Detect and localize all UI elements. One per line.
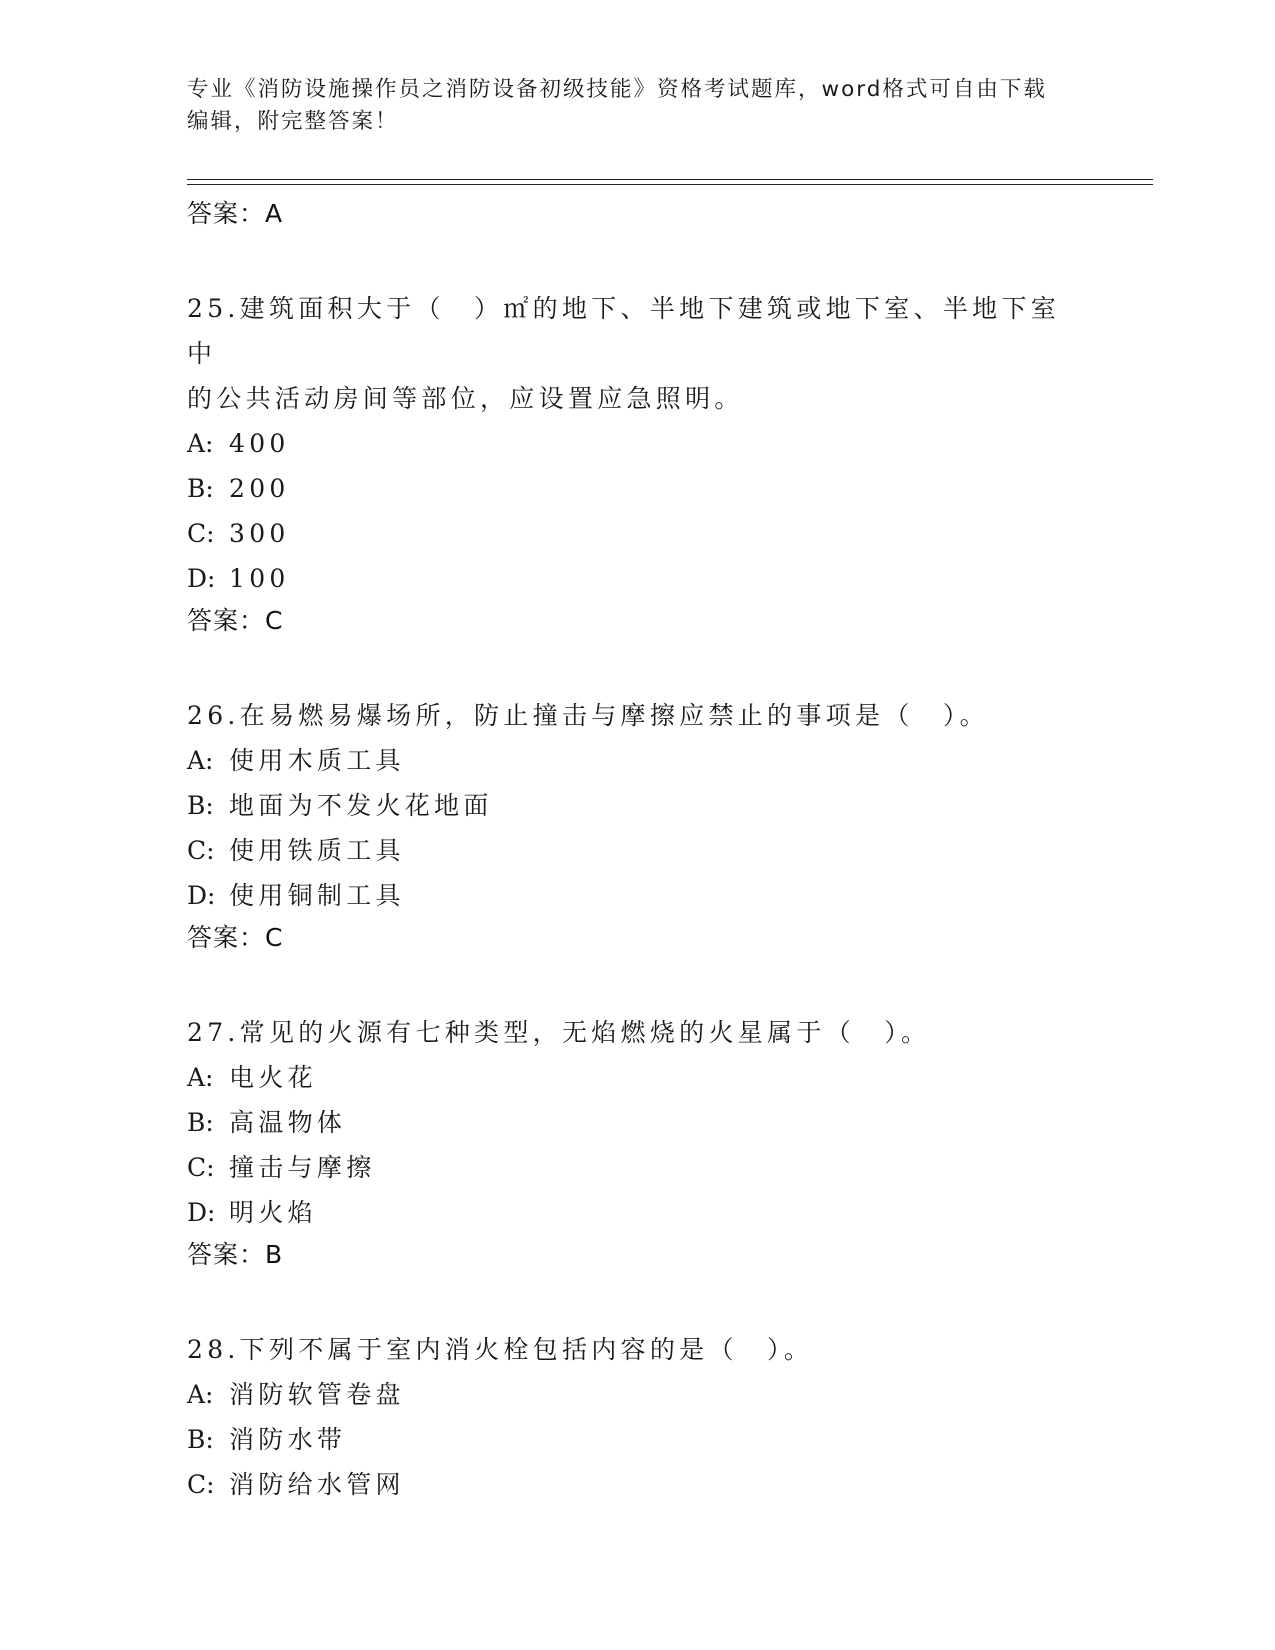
option-text: 撞击与摩擦 (229, 1153, 376, 1182)
question-block (187, 1010, 1087, 1275)
option-text: 使用铁质工具 (229, 836, 405, 865)
option-d (187, 556, 1087, 601)
question-list (187, 194, 1087, 1507)
option-text: 消防给水管网 (229, 1470, 405, 1499)
option-a (187, 738, 1087, 783)
answer-line: 答案：A (187, 199, 284, 228)
option-text: 消防水带 (229, 1425, 347, 1454)
option-letter: C: (187, 836, 215, 865)
option-letter: B: (187, 1425, 214, 1454)
option-text: 200 (229, 474, 290, 503)
option-c (187, 511, 1087, 556)
option-a (187, 1055, 1087, 1100)
option-letter: C: (187, 1470, 215, 1499)
option-letter: A: (187, 1063, 214, 1092)
option-text: 100 (229, 564, 290, 593)
option-letter: A: (187, 1380, 214, 1409)
option-letter: D: (187, 564, 216, 593)
option-d (187, 1190, 1087, 1235)
option-c (187, 828, 1087, 873)
question-stem: 26.在易燃易爆场所，防止撞击与摩擦应禁止的事项是（ ）。 (187, 701, 989, 730)
option-letter: C: (187, 1153, 215, 1182)
header-divider-top (187, 179, 1153, 180)
answer-line: 答案：C (187, 923, 284, 952)
option-letter: A: (187, 746, 214, 775)
option-letter: D: (187, 1198, 216, 1227)
option-c (187, 1462, 1087, 1507)
option-text: 电火花 (229, 1063, 317, 1092)
question-block (187, 693, 1087, 958)
option-c (187, 1145, 1087, 1190)
option-text: 消防软管卷盘 (229, 1380, 405, 1409)
option-text: 地面为不发火花地面 (229, 791, 493, 820)
question-stem: 25.建筑面积大于（ ）㎡的地下、半地下建筑或地下室、半地下室中 (187, 294, 1061, 368)
question-stem: 27.常见的火源有七种类型，无焰燃烧的火星属于（ ）。 (187, 1018, 931, 1047)
option-letter: D: (187, 881, 216, 910)
option-letter: A: (187, 429, 214, 458)
option-b (187, 783, 1087, 828)
header-divider-bottom (187, 184, 1153, 185)
option-text: 使用铜制工具 (229, 881, 405, 910)
answer-line: 答案：C (187, 606, 284, 635)
document-header: 专业《消防设施操作员之消防设备初级技能》资格考试题库，word格式可自由下载编辑，附完整答案！ (187, 77, 1047, 134)
option-text: 使用木质工具 (229, 746, 405, 775)
option-b (187, 1100, 1087, 1145)
option-text: 明火焰 (229, 1198, 317, 1227)
option-text: 高温物体 (229, 1108, 347, 1137)
option-letter: B: (187, 791, 214, 820)
option-letter: B: (187, 1108, 214, 1137)
option-text: 300 (229, 519, 290, 548)
answer-line: 答案：B (187, 1240, 284, 1269)
question-block (187, 286, 1087, 641)
option-d (187, 873, 1087, 918)
option-letter: C: (187, 519, 215, 548)
option-text: 400 (229, 429, 290, 458)
question-stem: 28.下列不属于室内消火栓包括内容的是（ ）。 (187, 1335, 814, 1364)
question-block (187, 1327, 1087, 1507)
option-a (187, 1372, 1087, 1417)
option-letter: B: (187, 474, 214, 503)
question-stem-continued: 的公共活动房间等部位，应设置应急照明。 (187, 384, 744, 413)
option-b (187, 466, 1087, 511)
option-a (187, 421, 1087, 466)
option-b (187, 1417, 1087, 1462)
